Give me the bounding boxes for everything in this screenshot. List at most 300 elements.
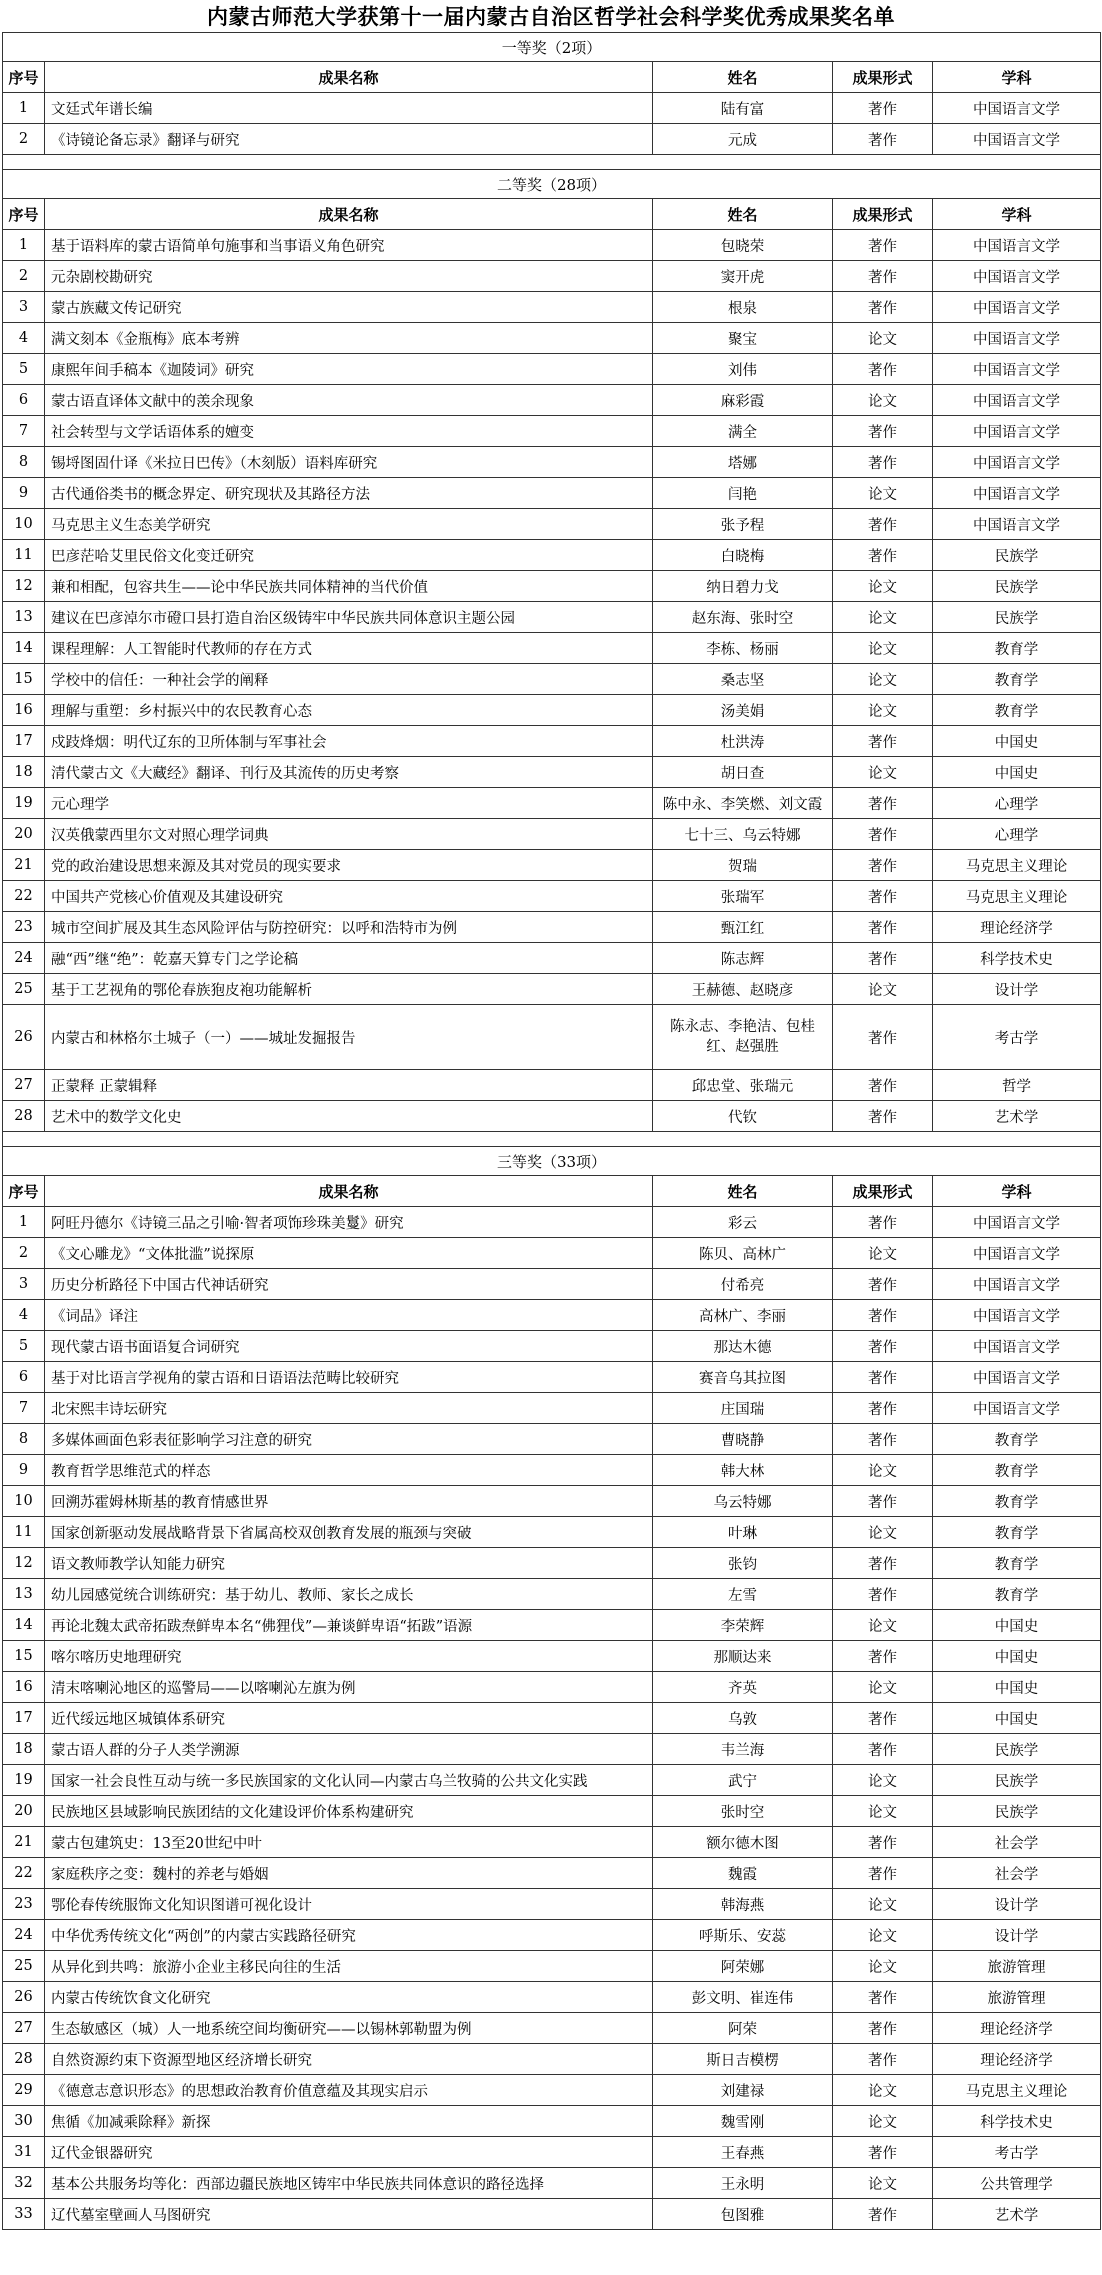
cell-form: 论文 — [833, 323, 933, 354]
cell-no: 12 — [3, 1548, 45, 1579]
cell-no: 9 — [3, 478, 45, 509]
cell-no: 2 — [3, 124, 45, 155]
cell-form: 论文 — [833, 1951, 933, 1982]
cell-no: 27 — [3, 2013, 45, 2044]
cell-no: 18 — [3, 1734, 45, 1765]
table-row — [3, 757, 1101, 788]
table-row — [3, 2075, 1101, 2106]
table-row — [3, 385, 1101, 416]
table-row — [3, 664, 1101, 695]
cell-author: 付希亮 — [653, 1269, 833, 1300]
cell-author: 聚宝 — [653, 323, 833, 354]
cell-no: 17 — [3, 1703, 45, 1734]
table-row — [3, 1424, 1101, 1455]
cell-no: 20 — [3, 819, 45, 850]
section-heading — [3, 170, 1101, 199]
cell-name: 社会转型与文学话语体系的嬗变 — [45, 416, 653, 447]
cell-no: 22 — [3, 1858, 45, 1889]
cell-subject: 马克思主义理论 — [933, 2075, 1101, 2106]
cell-form: 著作 — [833, 1393, 933, 1424]
cell-subject: 中国史 — [933, 757, 1101, 788]
header-no: 序号 — [3, 1176, 45, 1207]
cell-no: 25 — [3, 1951, 45, 1982]
table-row — [3, 571, 1101, 602]
cell-form: 著作 — [833, 2137, 933, 2168]
cell-author: 根泉 — [653, 292, 833, 323]
cell-no: 10 — [3, 1486, 45, 1517]
cell-author: 赛音乌其拉图 — [653, 1362, 833, 1393]
cell-form: 论文 — [833, 1517, 933, 1548]
cell-form: 著作 — [833, 540, 933, 571]
cell-author: 左雪 — [653, 1579, 833, 1610]
cell-name: 马克思主义生态美学研究 — [45, 509, 653, 540]
cell-name: 国家一社会良性互动与统一多民族国家的文化认同—内蒙古乌兰牧骑的公共文化实践 — [45, 1765, 653, 1796]
cell-author: 贺瑞 — [653, 850, 833, 881]
table-row — [3, 1610, 1101, 1641]
cell-author: 包图雅 — [653, 2199, 833, 2230]
cell-subject: 理论经济学 — [933, 912, 1101, 943]
cell-subject: 设计学 — [933, 1920, 1101, 1951]
header-author: 姓名 — [653, 62, 833, 93]
cell-subject: 教育学 — [933, 1548, 1101, 1579]
cell-name: 巴彦茫哈艾里民俗文化变迁研究 — [45, 540, 653, 571]
cell-subject: 民族学 — [933, 1796, 1101, 1827]
cell-form: 论文 — [833, 1920, 933, 1951]
cell-no: 9 — [3, 1455, 45, 1486]
cell-name: 从异化到共鸣：旅游小企业主移民向往的生活 — [45, 1951, 653, 1982]
cell-author: 陈永志、李艳洁、包桂红、赵强胜 — [653, 1005, 833, 1070]
cell-subject: 中国史 — [933, 1672, 1101, 1703]
cell-name: 中国共产党核心价值观及其建设研究 — [45, 881, 653, 912]
table-row — [3, 1207, 1101, 1238]
cell-name: 内蒙古和林格尔土城子（一）——城址发掘报告 — [45, 1005, 653, 1070]
cell-subject: 教育学 — [933, 633, 1101, 664]
cell-form: 论文 — [833, 1238, 933, 1269]
cell-subject: 中国语言文学 — [933, 1331, 1101, 1362]
header-row — [3, 199, 1101, 230]
cell-subject: 教育学 — [933, 1455, 1101, 1486]
table-row — [3, 1951, 1101, 1982]
cell-form: 著作 — [833, 1641, 933, 1672]
cell-name: 蒙古族藏文传记研究 — [45, 292, 653, 323]
table-row — [3, 1734, 1101, 1765]
cell-author: 刘建禄 — [653, 2075, 833, 2106]
cell-name: 民族地区县域影响民族团结的文化建设评价体系构建研究 — [45, 1796, 653, 1827]
cell-author: 刘伟 — [653, 354, 833, 385]
cell-name: 国家创新驱动发展战略背景下省属高校双创教育发展的瓶颈与突破 — [45, 1517, 653, 1548]
table-row — [3, 1982, 1101, 2013]
table-row — [3, 1070, 1101, 1101]
cell-form: 论文 — [833, 2106, 933, 2137]
cell-no: 18 — [3, 757, 45, 788]
header-author: 姓名 — [653, 1176, 833, 1207]
cell-no: 5 — [3, 1331, 45, 1362]
cell-author: 彩云 — [653, 1207, 833, 1238]
cell-form: 著作 — [833, 292, 933, 323]
cell-author: 韩海燕 — [653, 1889, 833, 1920]
table-row — [3, 1455, 1101, 1486]
table-row — [3, 1827, 1101, 1858]
cell-subject: 教育学 — [933, 1424, 1101, 1455]
cell-form: 著作 — [833, 819, 933, 850]
cell-subject: 艺术学 — [933, 1101, 1101, 1132]
cell-name: 北宋熙丰诗坛研究 — [45, 1393, 653, 1424]
header-subject: 学科 — [933, 62, 1101, 93]
cell-subject: 教育学 — [933, 1486, 1101, 1517]
cell-no: 14 — [3, 633, 45, 664]
cell-author: 张时空 — [653, 1796, 833, 1827]
cell-author: 张予程 — [653, 509, 833, 540]
cell-name: 清代蒙古文《大藏经》翻译、刊行及其流传的历史考察 — [45, 757, 653, 788]
header-row — [3, 62, 1101, 93]
header-form: 成果形式 — [833, 62, 933, 93]
cell-author: 王春燕 — [653, 2137, 833, 2168]
header-name: 成果名称 — [45, 199, 653, 230]
table-row — [3, 974, 1101, 1005]
cell-form: 著作 — [833, 261, 933, 292]
cell-no: 16 — [3, 695, 45, 726]
cell-name: 元心理学 — [45, 788, 653, 819]
cell-form: 著作 — [833, 1579, 933, 1610]
cell-no: 12 — [3, 571, 45, 602]
cell-form: 著作 — [833, 124, 933, 155]
cell-author: 斯日吉模楞 — [653, 2044, 833, 2075]
cell-no: 26 — [3, 1005, 45, 1070]
cell-no: 11 — [3, 1517, 45, 1548]
cell-form: 著作 — [833, 1548, 933, 1579]
cell-no: 4 — [3, 323, 45, 354]
cell-author: 张钧 — [653, 1548, 833, 1579]
cell-author: 那达木德 — [653, 1331, 833, 1362]
cell-author: 乌敦 — [653, 1703, 833, 1734]
cell-subject: 中国语言文学 — [933, 385, 1101, 416]
cell-subject: 科学技术史 — [933, 943, 1101, 974]
cell-no: 8 — [3, 1424, 45, 1455]
cell-author: 齐英 — [653, 1672, 833, 1703]
cell-name: 鄂伦春传统服饰文化知识图谱可视化设计 — [45, 1889, 653, 1920]
cell-name: 戍跂烽烟：明代辽东的卫所体制与军事社会 — [45, 726, 653, 757]
table-row — [3, 1005, 1101, 1070]
cell-name: 满文刻本《金瓶梅》底本考辨 — [45, 323, 653, 354]
cell-name: 融“西”继“绝”：乾嘉天算专门之学论稿 — [45, 943, 653, 974]
table-row — [3, 1486, 1101, 1517]
cell-form: 著作 — [833, 1827, 933, 1858]
cell-no: 1 — [3, 93, 45, 124]
cell-name: 《词品》译注 — [45, 1300, 653, 1331]
cell-subject: 中国语言文学 — [933, 124, 1101, 155]
cell-name: 蒙古语直译体文献中的羡余现象 — [45, 385, 653, 416]
cell-no: 23 — [3, 912, 45, 943]
cell-form: 著作 — [833, 850, 933, 881]
table-row — [3, 2013, 1101, 2044]
cell-subject: 民族学 — [933, 1765, 1101, 1796]
cell-author: 赵东海、张时空 — [653, 602, 833, 633]
header-form: 成果形式 — [833, 199, 933, 230]
cell-no: 1 — [3, 1207, 45, 1238]
cell-subject: 公共管理学 — [933, 2168, 1101, 2199]
table-row — [3, 912, 1101, 943]
cell-no: 24 — [3, 943, 45, 974]
cell-name: 基于工艺视角的鄂伦春族狍皮袍功能解析 — [45, 974, 653, 1005]
cell-subject: 中国史 — [933, 726, 1101, 757]
table-row — [3, 602, 1101, 633]
table-row — [3, 1300, 1101, 1331]
cell-name: 《文心雕龙》“文体批滥”说探原 — [45, 1238, 653, 1269]
cell-no: 29 — [3, 2075, 45, 2106]
cell-subject: 理论经济学 — [933, 2044, 1101, 2075]
cell-name: 教育哲学思维范式的样态 — [45, 1455, 653, 1486]
cell-form: 论文 — [833, 1889, 933, 1920]
cell-subject: 心理学 — [933, 788, 1101, 819]
cell-form: 著作 — [833, 1486, 933, 1517]
cell-subject: 理论经济学 — [933, 2013, 1101, 2044]
table-row — [3, 1331, 1101, 1362]
cell-name: 元杂剧校勘研究 — [45, 261, 653, 292]
cell-author: 乌云特娜 — [653, 1486, 833, 1517]
cell-author: 窦开虎 — [653, 261, 833, 292]
header-subject: 学科 — [933, 199, 1101, 230]
cell-name: 语文教师教学认知能力研究 — [45, 1548, 653, 1579]
cell-subject: 考古学 — [933, 2137, 1101, 2168]
cell-no: 16 — [3, 1672, 45, 1703]
cell-author: 包晓荣 — [653, 230, 833, 261]
cell-author: 纳日碧力戈 — [653, 571, 833, 602]
cell-name: 《诗镜论备忘录》翻译与研究 — [45, 124, 653, 155]
cell-subject: 哲学 — [933, 1070, 1101, 1101]
table-row — [3, 943, 1101, 974]
header-form: 成果形式 — [833, 1176, 933, 1207]
table-row — [3, 1703, 1101, 1734]
cell-form: 论文 — [833, 571, 933, 602]
cell-form: 论文 — [833, 2075, 933, 2106]
table-row — [3, 788, 1101, 819]
cell-no: 8 — [3, 447, 45, 478]
cell-no: 20 — [3, 1796, 45, 1827]
cell-form: 著作 — [833, 1331, 933, 1362]
cell-form: 著作 — [833, 1207, 933, 1238]
cell-name: 焦循《加减乘除释》新探 — [45, 2106, 653, 2137]
cell-name: 《德意志意识形态》的思想政治教育价值意蕴及其现实启示 — [45, 2075, 653, 2106]
header-name: 成果名称 — [45, 62, 653, 93]
cell-name: 回溯苏霍姆林斯基的教育情感世界 — [45, 1486, 653, 1517]
cell-name: 历史分析路径下中国古代神话研究 — [45, 1269, 653, 1300]
cell-no: 15 — [3, 1641, 45, 1672]
cell-author: 张瑞军 — [653, 881, 833, 912]
cell-subject: 考古学 — [933, 1005, 1101, 1070]
cell-subject: 旅游管理 — [933, 1951, 1101, 1982]
cell-no: 24 — [3, 1920, 45, 1951]
cell-name: 理解与重塑：乡村振兴中的农民教育心态 — [45, 695, 653, 726]
cell-author: 胡日查 — [653, 757, 833, 788]
cell-form: 著作 — [833, 1070, 933, 1101]
table-row — [3, 2168, 1101, 2199]
cell-form: 论文 — [833, 1765, 933, 1796]
cell-form: 著作 — [833, 416, 933, 447]
cell-subject: 旅游管理 — [933, 1982, 1101, 2013]
cell-subject: 中国语言文学 — [933, 261, 1101, 292]
cell-author: 李荣辉 — [653, 1610, 833, 1641]
cell-name: 蒙古包建筑史：13至20世纪中叶 — [45, 1827, 653, 1858]
cell-subject: 民族学 — [933, 1734, 1101, 1765]
cell-subject: 中国语言文学 — [933, 1393, 1101, 1424]
cell-subject: 中国语言文学 — [933, 1238, 1101, 1269]
cell-no: 28 — [3, 1101, 45, 1132]
cell-name: 基于语料库的蒙古语简单句施事和当事语义角色研究 — [45, 230, 653, 261]
cell-form: 论文 — [833, 1796, 933, 1827]
cell-form: 著作 — [833, 2199, 933, 2230]
cell-no: 1 — [3, 230, 45, 261]
table-row — [3, 1269, 1101, 1300]
cell-name: 蒙古语人群的分子人类学溯源 — [45, 1734, 653, 1765]
cell-author: 王赫德、赵晓彦 — [653, 974, 833, 1005]
cell-form: 论文 — [833, 633, 933, 664]
cell-subject: 教育学 — [933, 1517, 1101, 1548]
cell-name: 基于对比语言学视角的蒙古语和日语语法范畴比较研究 — [45, 1362, 653, 1393]
cell-name: 自然资源约束下资源型地区经济增长研究 — [45, 2044, 653, 2075]
cell-subject: 民族学 — [933, 540, 1101, 571]
cell-no: 6 — [3, 1362, 45, 1393]
cell-no: 15 — [3, 664, 45, 695]
section-heading — [3, 33, 1101, 62]
table-row — [3, 1641, 1101, 1672]
cell-no: 26 — [3, 1982, 45, 2013]
cell-author: 闫艳 — [653, 478, 833, 509]
header-row — [3, 1176, 1101, 1207]
cell-author: 曹晓静 — [653, 1424, 833, 1455]
cell-subject: 教育学 — [933, 695, 1101, 726]
cell-name: 现代蒙古语书面语复合词研究 — [45, 1331, 653, 1362]
table-row — [3, 540, 1101, 571]
cell-name: 学校中的信任：一种社会学的阐释 — [45, 664, 653, 695]
cell-name: 建议在巴彦淖尔市磴口县打造自治区级铸牢中华民族共同体意识主题公园 — [45, 602, 653, 633]
cell-no: 3 — [3, 1269, 45, 1300]
cell-form: 著作 — [833, 230, 933, 261]
award-table — [2, 32, 1101, 2230]
cell-form: 论文 — [833, 664, 933, 695]
cell-subject: 中国史 — [933, 1641, 1101, 1672]
cell-subject: 中国语言文学 — [933, 292, 1101, 323]
table-row — [3, 2106, 1101, 2137]
cell-subject: 设计学 — [933, 974, 1101, 1005]
cell-author: 韩大林 — [653, 1455, 833, 1486]
cell-subject: 中国语言文学 — [933, 230, 1101, 261]
cell-form: 著作 — [833, 912, 933, 943]
cell-no: 10 — [3, 509, 45, 540]
cell-author: 塔娜 — [653, 447, 833, 478]
cell-form: 著作 — [833, 943, 933, 974]
cell-author: 元成 — [653, 124, 833, 155]
cell-author: 呼斯乐、安蕊 — [653, 1920, 833, 1951]
cell-no: 25 — [3, 974, 45, 1005]
cell-form: 著作 — [833, 1101, 933, 1132]
cell-form: 著作 — [833, 93, 933, 124]
table-row — [3, 1238, 1101, 1269]
cell-subject: 中国语言文学 — [933, 416, 1101, 447]
table-row — [3, 478, 1101, 509]
cell-author: 李栋、杨丽 — [653, 633, 833, 664]
table-row — [3, 850, 1101, 881]
section-gap-cell — [3, 1132, 1101, 1147]
cell-subject: 中国史 — [933, 1703, 1101, 1734]
cell-subject: 中国史 — [933, 1610, 1101, 1641]
cell-author: 邱忠堂、张瑞元 — [653, 1070, 833, 1101]
cell-author: 甄江红 — [653, 912, 833, 943]
cell-subject: 马克思主义理论 — [933, 850, 1101, 881]
section-label: 二等奖（28项） — [3, 170, 1101, 199]
cell-form: 著作 — [833, 2044, 933, 2075]
cell-form: 著作 — [833, 1703, 933, 1734]
table-row — [3, 1889, 1101, 1920]
table-row — [3, 1362, 1101, 1393]
cell-form: 论文 — [833, 385, 933, 416]
cell-no: 30 — [3, 2106, 45, 2137]
cell-no: 32 — [3, 2168, 45, 2199]
table-row — [3, 1858, 1101, 1889]
cell-name: 阿旺丹德尔《诗镜三品之引喻·智者项饰珍珠美鬘》研究 — [45, 1207, 653, 1238]
cell-name: 清末喀喇沁地区的巡警局——以喀喇沁左旗为例 — [45, 1672, 653, 1703]
cell-name: 辽代墓室壁画人马图研究 — [45, 2199, 653, 2230]
cell-author: 王永明 — [653, 2168, 833, 2199]
cell-author: 陈志辉 — [653, 943, 833, 974]
cell-author: 杜洪涛 — [653, 726, 833, 757]
cell-subject: 中国语言文学 — [933, 354, 1101, 385]
section-label: 三等奖（33项） — [3, 1147, 1101, 1176]
cell-author: 桑志坚 — [653, 664, 833, 695]
cell-author: 陆有富 — [653, 93, 833, 124]
cell-no: 27 — [3, 1070, 45, 1101]
cell-form: 著作 — [833, 1982, 933, 2013]
cell-name: 家庭秩序之变：魏村的养老与婚姻 — [45, 1858, 653, 1889]
table-row — [3, 1579, 1101, 1610]
cell-author: 武宁 — [653, 1765, 833, 1796]
cell-name: 再论北魏太武帝拓跋焘鲜卑本名“佛狸伐”—兼谈鲜卑语“拓跋”语源 — [45, 1610, 653, 1641]
cell-subject: 心理学 — [933, 819, 1101, 850]
table-row — [3, 695, 1101, 726]
cell-form: 著作 — [833, 1734, 933, 1765]
cell-author: 高林广、李丽 — [653, 1300, 833, 1331]
cell-no: 11 — [3, 540, 45, 571]
cell-name: 城市空间扩展及其生态风险评估与防控研究：以呼和浩特市为例 — [45, 912, 653, 943]
table-row — [3, 1920, 1101, 1951]
cell-author: 阿荣 — [653, 2013, 833, 2044]
cell-author: 陈贝、高林广 — [653, 1238, 833, 1269]
cell-subject: 中国语言文学 — [933, 1269, 1101, 1300]
cell-subject: 中国语言文学 — [933, 1207, 1101, 1238]
table-row — [3, 1796, 1101, 1827]
cell-no: 2 — [3, 1238, 45, 1269]
cell-name: 喀尔喀历史地理研究 — [45, 1641, 653, 1672]
table-row — [3, 1672, 1101, 1703]
table-row — [3, 1548, 1101, 1579]
table-row — [3, 1101, 1101, 1132]
cell-no: 19 — [3, 788, 45, 819]
cell-form: 著作 — [833, 354, 933, 385]
header-no: 序号 — [3, 62, 45, 93]
cell-no: 13 — [3, 602, 45, 633]
cell-name: 生态敏感区（城）人一地系统空间均衡研究——以锡林郭勒盟为例 — [45, 2013, 653, 2044]
cell-no: 21 — [3, 850, 45, 881]
cell-author: 彭文明、崔连伟 — [653, 1982, 833, 2013]
cell-no: 6 — [3, 385, 45, 416]
cell-form: 著作 — [833, 1269, 933, 1300]
cell-form: 著作 — [833, 726, 933, 757]
cell-name: 正蒙释 正蒙辑释 — [45, 1070, 653, 1101]
cell-subject: 中国语言文学 — [933, 447, 1101, 478]
cell-subject: 中国语言文学 — [933, 1362, 1101, 1393]
cell-name: 基本公共服务均等化：西部边疆民族地区铸牢中华民族共同体意识的路径选择 — [45, 2168, 653, 2199]
header-name: 成果名称 — [45, 1176, 653, 1207]
cell-no: 7 — [3, 1393, 45, 1424]
